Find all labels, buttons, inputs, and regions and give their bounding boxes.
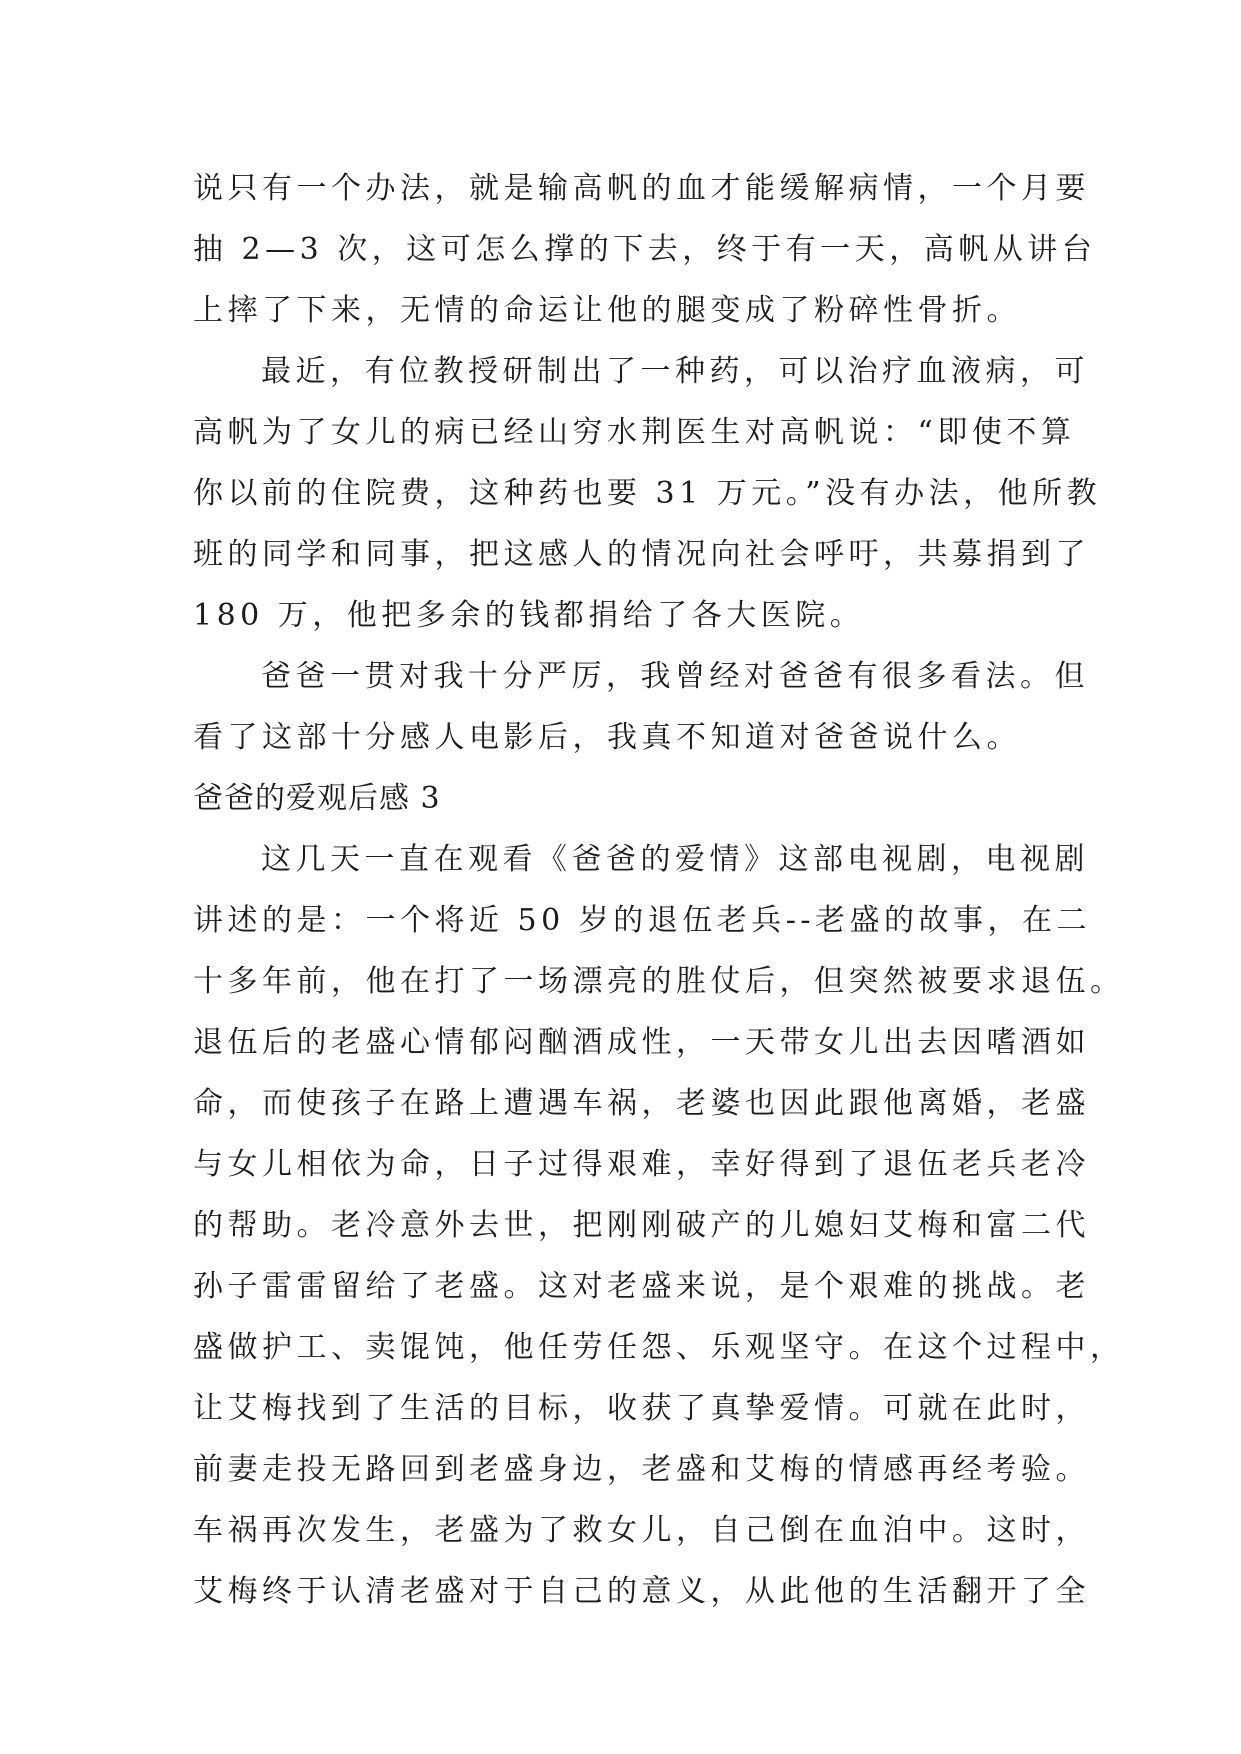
paragraph-continuation [193, 158, 1097, 341]
text-line: 爸爸一贯对我十分严厉，我曾经对爸爸有很多看法。但 [261, 659, 1089, 694]
text-line: 退伍后的老盛心情郁闷酗酒成性，一天带女儿出去因嗜酒如 [193, 1025, 1090, 1060]
text-line: 上摔了下来，无情的命运让他的腿变成了粉碎性骨折。 [193, 293, 1021, 328]
text-line: 让艾梅找到了生活的目标，收获了真挚爱情。可就在此时， [193, 1391, 1090, 1426]
text-line: 孙子雷雷留给了老盛。这对老盛来说，是个艰难的挑战。老 [193, 1269, 1090, 1304]
text-line: 盛做护工、卖馄饨，他任劳任怨、乐观坚守。在这个过程中， [193, 1330, 1125, 1365]
text-line: 讲述的是：一个将近 50 岁的退伍老兵--老盛的故事，在二 [193, 903, 1092, 938]
section-heading: 爸爸的爱观后感 3 [193, 781, 441, 816]
paragraph-tv-series [193, 829, 1125, 1622]
text-line: 十多年前，他在打了一场漂亮的胜仗后，但突然被要求退伍。 [193, 964, 1125, 999]
text-line: 命，而使孩子在路上遭遇车祸，老婆也因此跟他离婚，老盛 [193, 1086, 1090, 1121]
text-line: 这几天一直在观看《爸爸的爱情》这部电视剧，电视剧 [261, 842, 1089, 877]
paragraph-new-medicine [193, 341, 1102, 646]
text-line: 的帮助。老冷意外去世，把刚刚破产的儿媳妇艾梅和富二代 [193, 1208, 1090, 1243]
text-line: 艾梅终于认清老盛对于自己的意义，从此他的生活翻开了全 [193, 1574, 1090, 1609]
document-body [193, 158, 1125, 1622]
text-line: 前妻走投无路回到老盛身边，老盛和艾梅的情感再经考验。 [193, 1452, 1090, 1487]
paragraph-reflection [193, 646, 1089, 768]
text-line: 班的同学和同事，把这感人的情况向社会呼吁，共募捐到了 [193, 537, 1090, 572]
text-line: 高帆为了女儿的病已经山穷水荆医生对高帆说：“即使不算 [193, 415, 1076, 450]
text-line: 你以前的住院费，这种药也要 31 万元。”没有办法，他所教 [193, 476, 1102, 511]
text-line: 车祸再次发生，老盛为了救女儿，自己倒在血泊中。这时， [193, 1513, 1090, 1548]
text-line: 说只有一个办法，就是输高帆的血才能缓解病情，一个月要 [193, 171, 1090, 206]
text-line: 180 万，他把多余的钱都捐给了各大医院。 [193, 598, 865, 633]
text-line: 与女儿相依为命，日子过得艰难，幸好得到了退伍老兵老冷 [193, 1147, 1090, 1182]
text-line: 最近，有位教授研制出了一种药，可以治疗血液病，可 [261, 354, 1089, 389]
text-line: 抽 2—3 次，这可怎么撑的下去，终于有一天，高帆从讲台 [193, 232, 1097, 267]
text-line: 看了这部十分感人电影后，我真不知道对爸爸说什么。 [193, 720, 1021, 755]
